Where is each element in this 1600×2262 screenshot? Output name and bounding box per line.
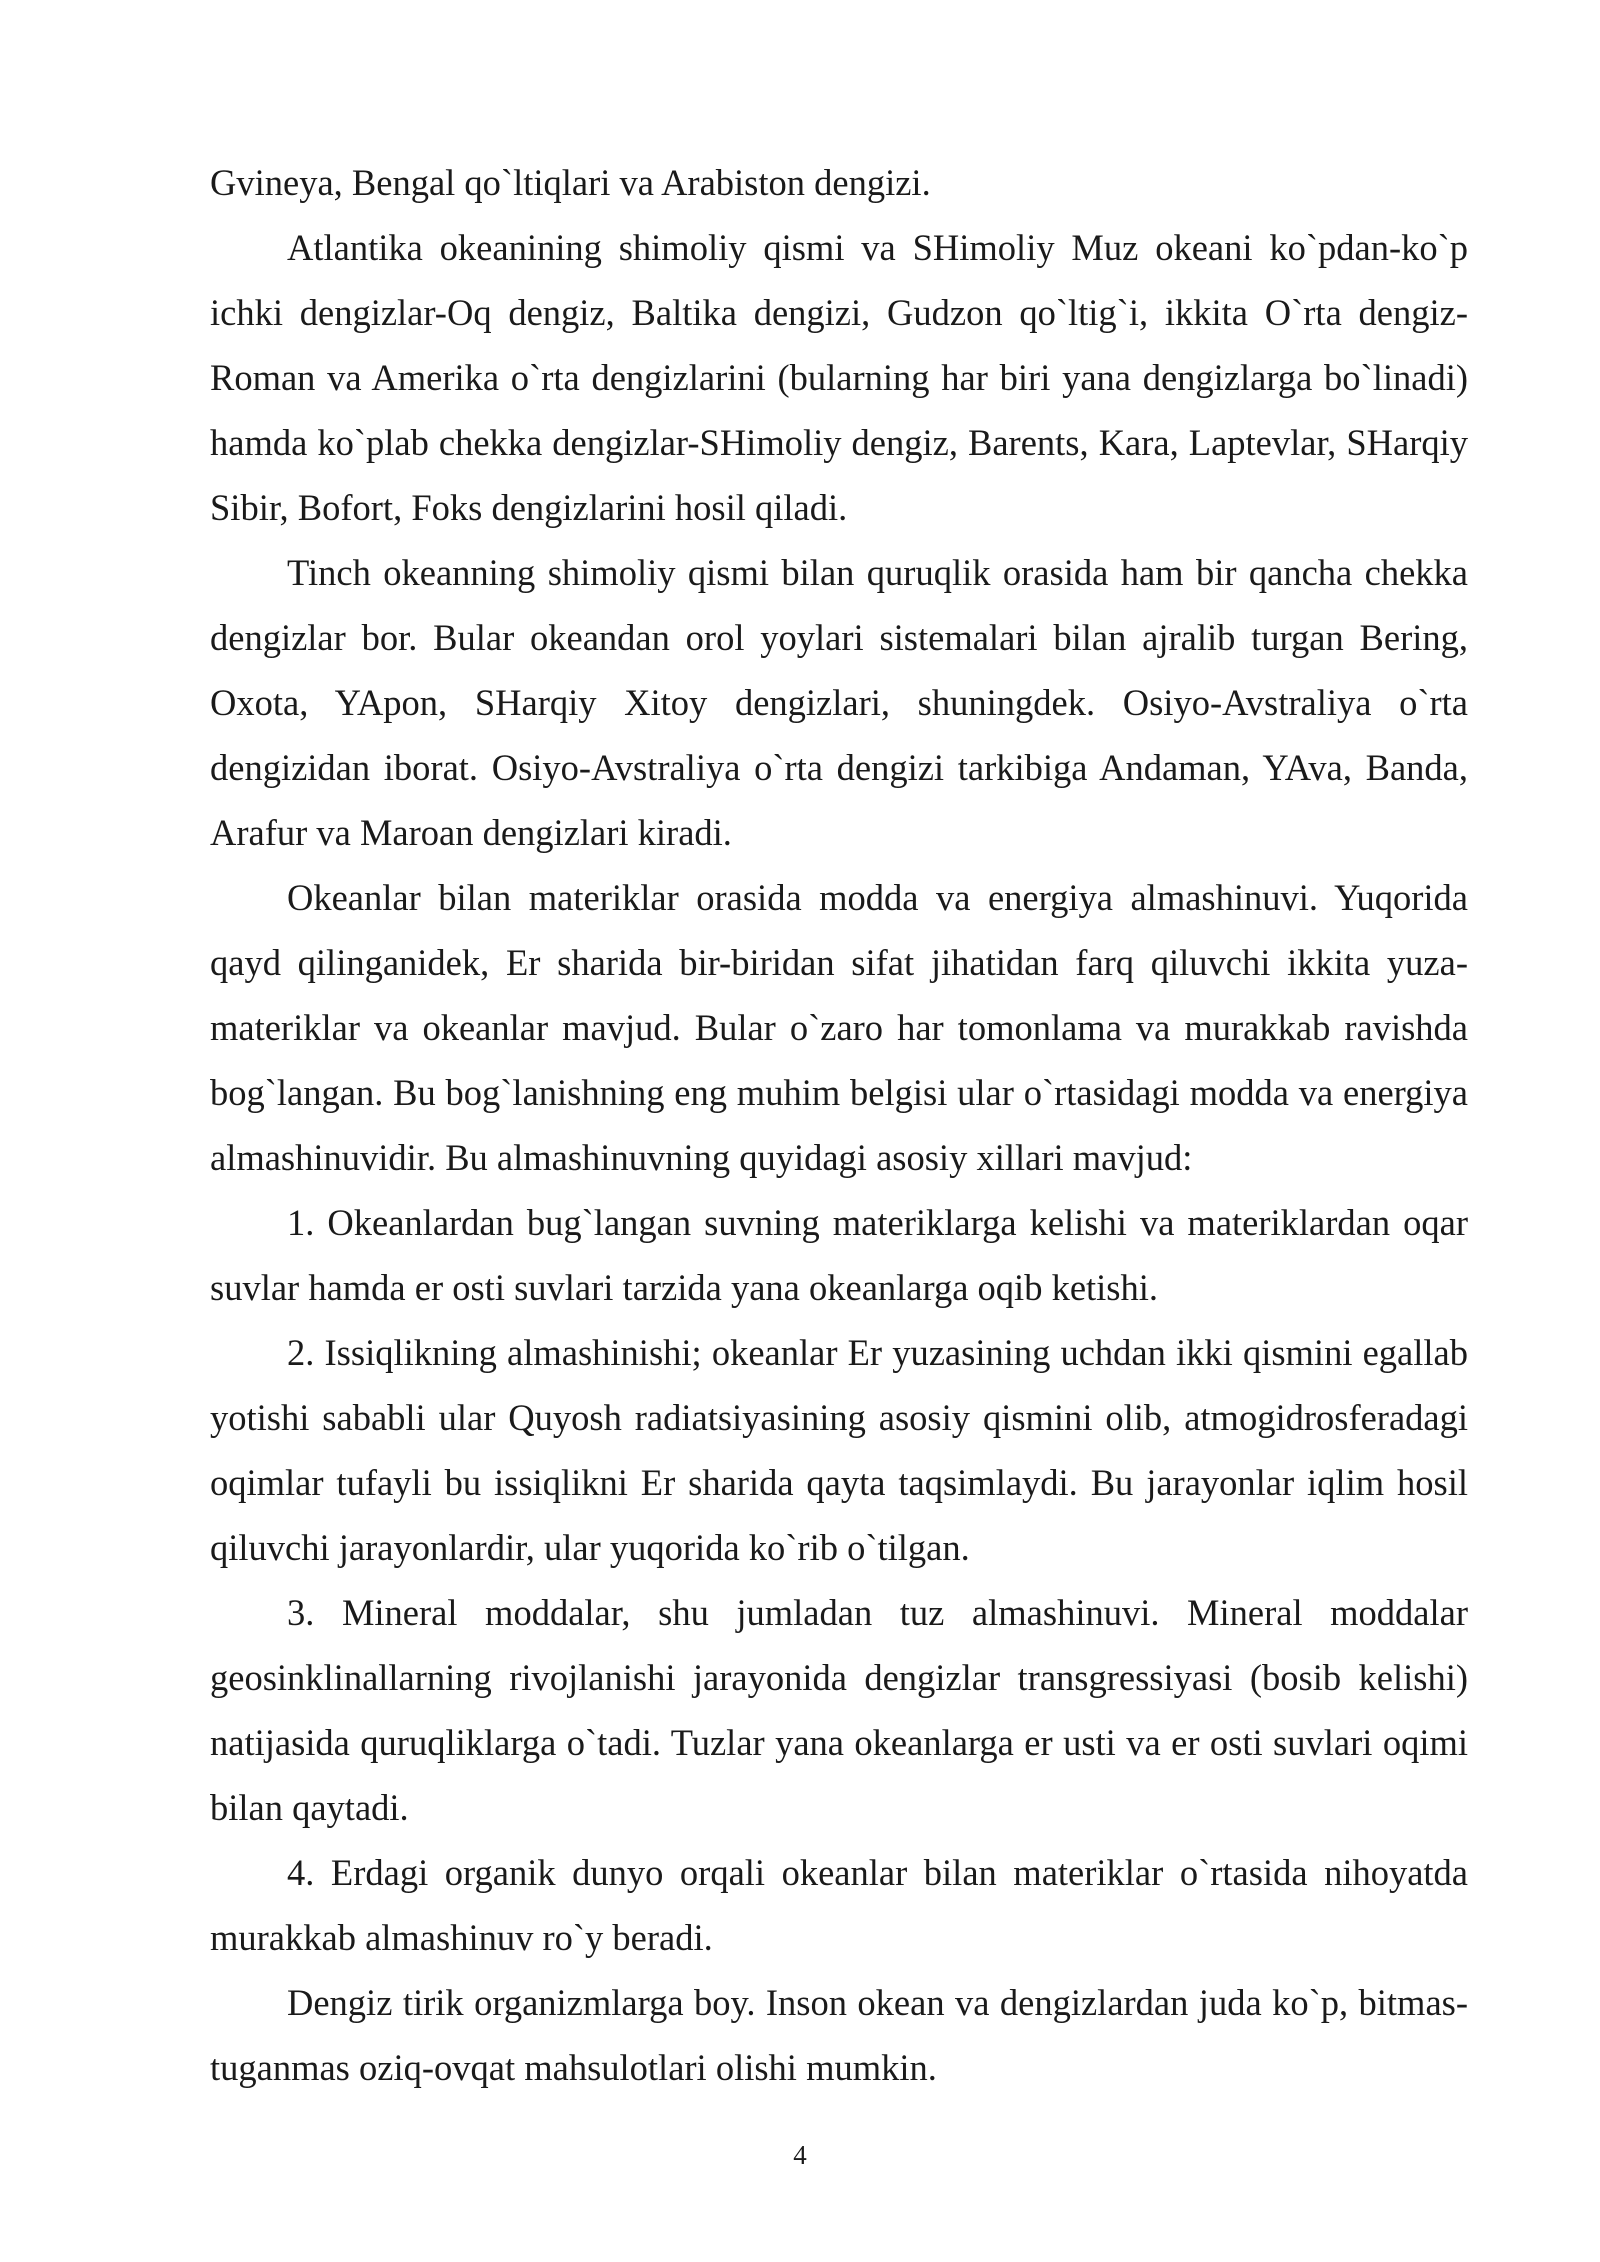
- paragraph-exchange-intro: Okeanlar bilan materiklar orasida modda va energiya almashinuvi. Yuqorida qayd qilinganidek, Er sharida bir-biridan sifat jihatidan farq qiluvchi ikkita yuza-materiklar va okeanlar mavjud. Bular o`zaro har tomonlama va murakkab ravishda bog`langan. Bu bog`lanishning eng muhim belgisi ular o`rtasidagi modda va energiya almashinuvidir. Bu almashinuvning quyidagi asosiy xillari mavjud:: [210, 877, 1468, 1178]
- list-item-mineral-exchange: 3. Mineral moddalar, shu jumladan tuz almashinuvi. Mineral moddalar geosinklinallarning rivojlanishi jarayonida dengizlar transgressiyasi (bosib kelishi) natijasida quruqliklarga o`tadi. Tuzlar yana okeanlarga er usti va er osti suvlari oqimi bilan qaytadi.: [210, 1592, 1468, 1828]
- paragraph-sea-resources: Dengiz tirik organizmlarga boy. Inson okean va dengizlardan juda ko`p, bitmas-tuganmas oziq-ovqat mahsulotlari olishi mumkin.: [210, 1982, 1468, 2088]
- list-item-organic-exchange: 4. Erdagi organik dunyo orqali okeanlar bilan materiklar o`rtasida nihoyatda murakkab almashinuv ro`y beradi.: [210, 1852, 1468, 1958]
- list-item-heat-exchange: 2. Issiqlikning almashinishi; okeanlar Er yuzasining uchdan ikki qismini egallab yotishi sababli ular Quyosh radiatsiyasining asosiy qismini olib, atmogidrosferadagi oqimlar tufayli bu issiqlikni Er sharida qayta taqsimlaydi. Bu jarayonlar iqlim hosil qiluvchi jarayonlardir, ular yuqorida ko`rib o`tilgan.: [210, 1332, 1468, 1568]
- list-item-water-exchange: 1. Okeanlardan bug`langan suvning materiklarga kelishi va materiklardan oqar suvlar hamda er osti suvlari tarzida yana okeanlarga oqib ketishi.: [210, 1202, 1468, 1308]
- page-number: 4: [793, 2140, 807, 2170]
- paragraph-atlantic-seas: Atlantika okeanining shimoliy qismi va SHimoliy Muz okeani ko`pdan-ko`p ichki dengizlar-Oq dengiz, Baltika dengizi, Gudzon qo`ltig`i, ikkita O`rta dengiz-Roman va Amerika o`rta dengizlarini (bularning har biri yana dengizlarga bo`linadi) hamda ko`plab chekka dengizlar-SHimoliy dengiz, Barents, Kara, Laptevlar, SHarqiy Sibir, Bofort, Foks dengizlarini hosil qiladi.: [210, 227, 1468, 528]
- paragraph-pacific-seas: Tinch okeanning shimoliy qismi bilan quruqlik orasida ham bir qancha chekka dengizlar bor. Bular okeandan orol yoylari sistemalari bilan ajralib turgan Bering, Oxota, YApon, SHarqiy Xitoy dengizlari, shuningdek. Osiyo-Avstraliya o`rta dengizidan iborat. Osiyo-Avstraliya o`rta dengizi tarkibiga Andaman, YAva, Banda, Arafur va Maroan dengizlari kiradi.: [210, 552, 1468, 853]
- document-body: [210, 150, 1468, 2100]
- paragraph-continued: Gvineya, Bengal qo`ltiqlari va Arabiston dengizi.: [210, 162, 931, 203]
